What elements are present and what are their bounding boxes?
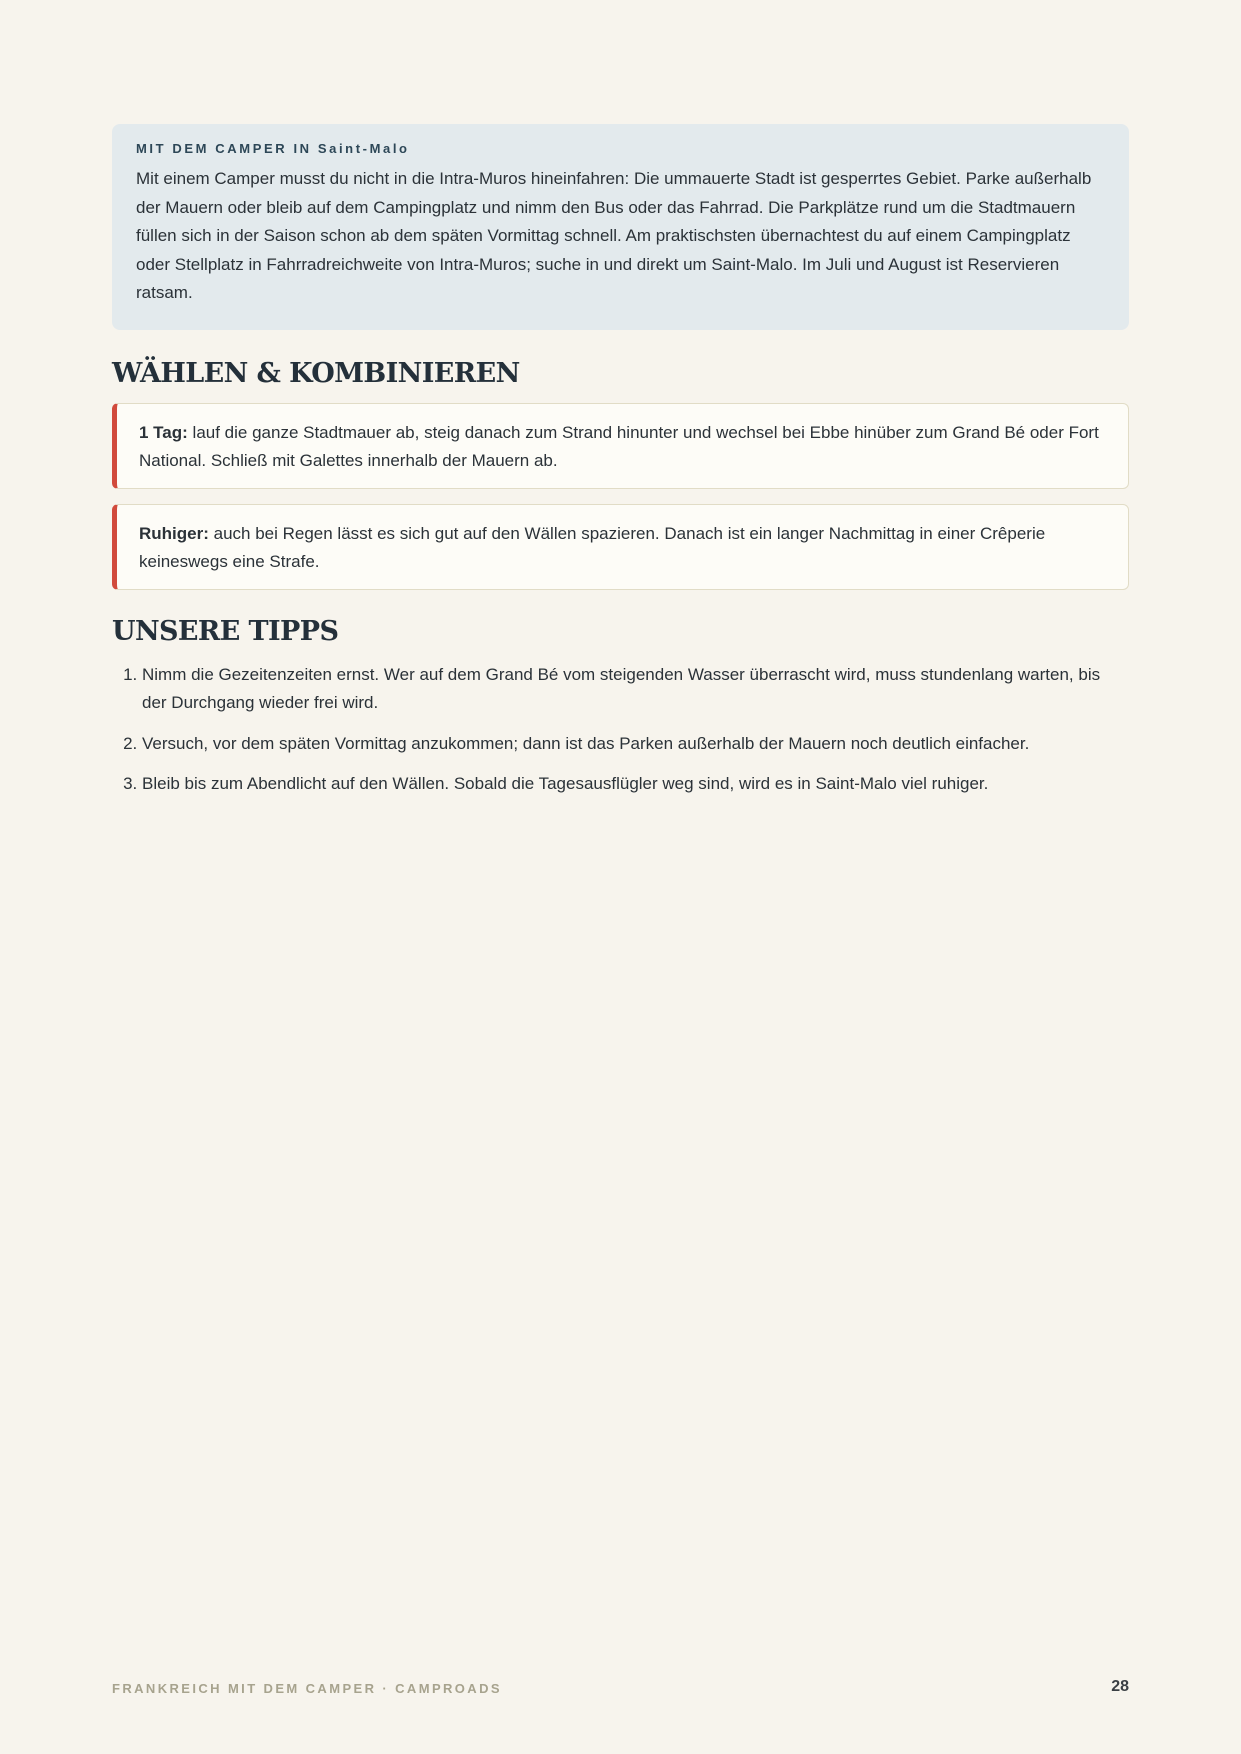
tips-list — [112, 661, 1129, 799]
camper-info-title: MIT DEM CAMPER IN Saint-Malo — [136, 141, 410, 156]
tips-heading: UNSERE TIPPS — [112, 615, 339, 647]
option-card-one-day — [112, 403, 1129, 489]
option-label: Ruhiger: — [139, 523, 209, 543]
combine-heading: WÄHLEN & KOMBINIEREN — [112, 357, 520, 389]
list-item: 3. Bleib bis zum Abendlicht auf den Wällen. Sobald die Tagesausflügler weg sind, wird es in Saint-Malo viel ruhiger. — [142, 770, 1129, 799]
camper-info-body: Mit einem Camper musst du nicht in die Intra-Muros hineinfahren: Die ummauerte Stadt ist gesperrtes Gebiet. Parke außerhalb der Mauern oder bleib auf dem Campingplatz und nimm den Bus oder das Fahrrad. Die Parkplätze rund um die Stadtmauern füllen sich in der Saison schon ab dem späten Vormittag schnell. Am praktischsten übernachtest du auf einem Campingplatz oder Stellplatz in Fahrradreichweite von Intra-Muros; suche in und direkt um Saint-Malo. Im Juli und August ist Reservieren ratsam. — [136, 169, 1092, 302]
list-item: 2. Versuch, vor dem späten Vormittag anzukommen; dann ist das Parken außerhalb der Mauern noch deutlich einfacher. — [142, 730, 1129, 759]
page-number: 28 — [1111, 1678, 1129, 1695]
list-item: 1. Nimm die Gezeitenzeiten ernst. Wer auf dem Grand Bé vom steigenden Wasser überrascht wird, muss stundenlang warten, bis der Durchgang wieder frei wird. — [142, 661, 1129, 718]
option-text: lauf die ganze Stadtmauer ab, steig danach zum Strand hinunter und wechsel bei Ebbe hinüber zum Grand Bé oder Fort National. Schließ mit Galettes innerhalb der Mauern ab. — [139, 422, 1099, 470]
footer-running-title: FRANKREICH MIT DEM CAMPER · CAMPROADS — [112, 1681, 502, 1696]
option-text: auch bei Regen lässt es sich gut auf den Wällen spazieren. Danach ist ein langer Nachmittag in einer Crêperie keineswegs eine Strafe. — [139, 523, 1046, 571]
camper-info-box — [112, 124, 1129, 330]
option-label: 1 Tag: — [139, 422, 188, 442]
option-card-calmer — [112, 504, 1129, 590]
page-content — [112, 124, 1129, 811]
